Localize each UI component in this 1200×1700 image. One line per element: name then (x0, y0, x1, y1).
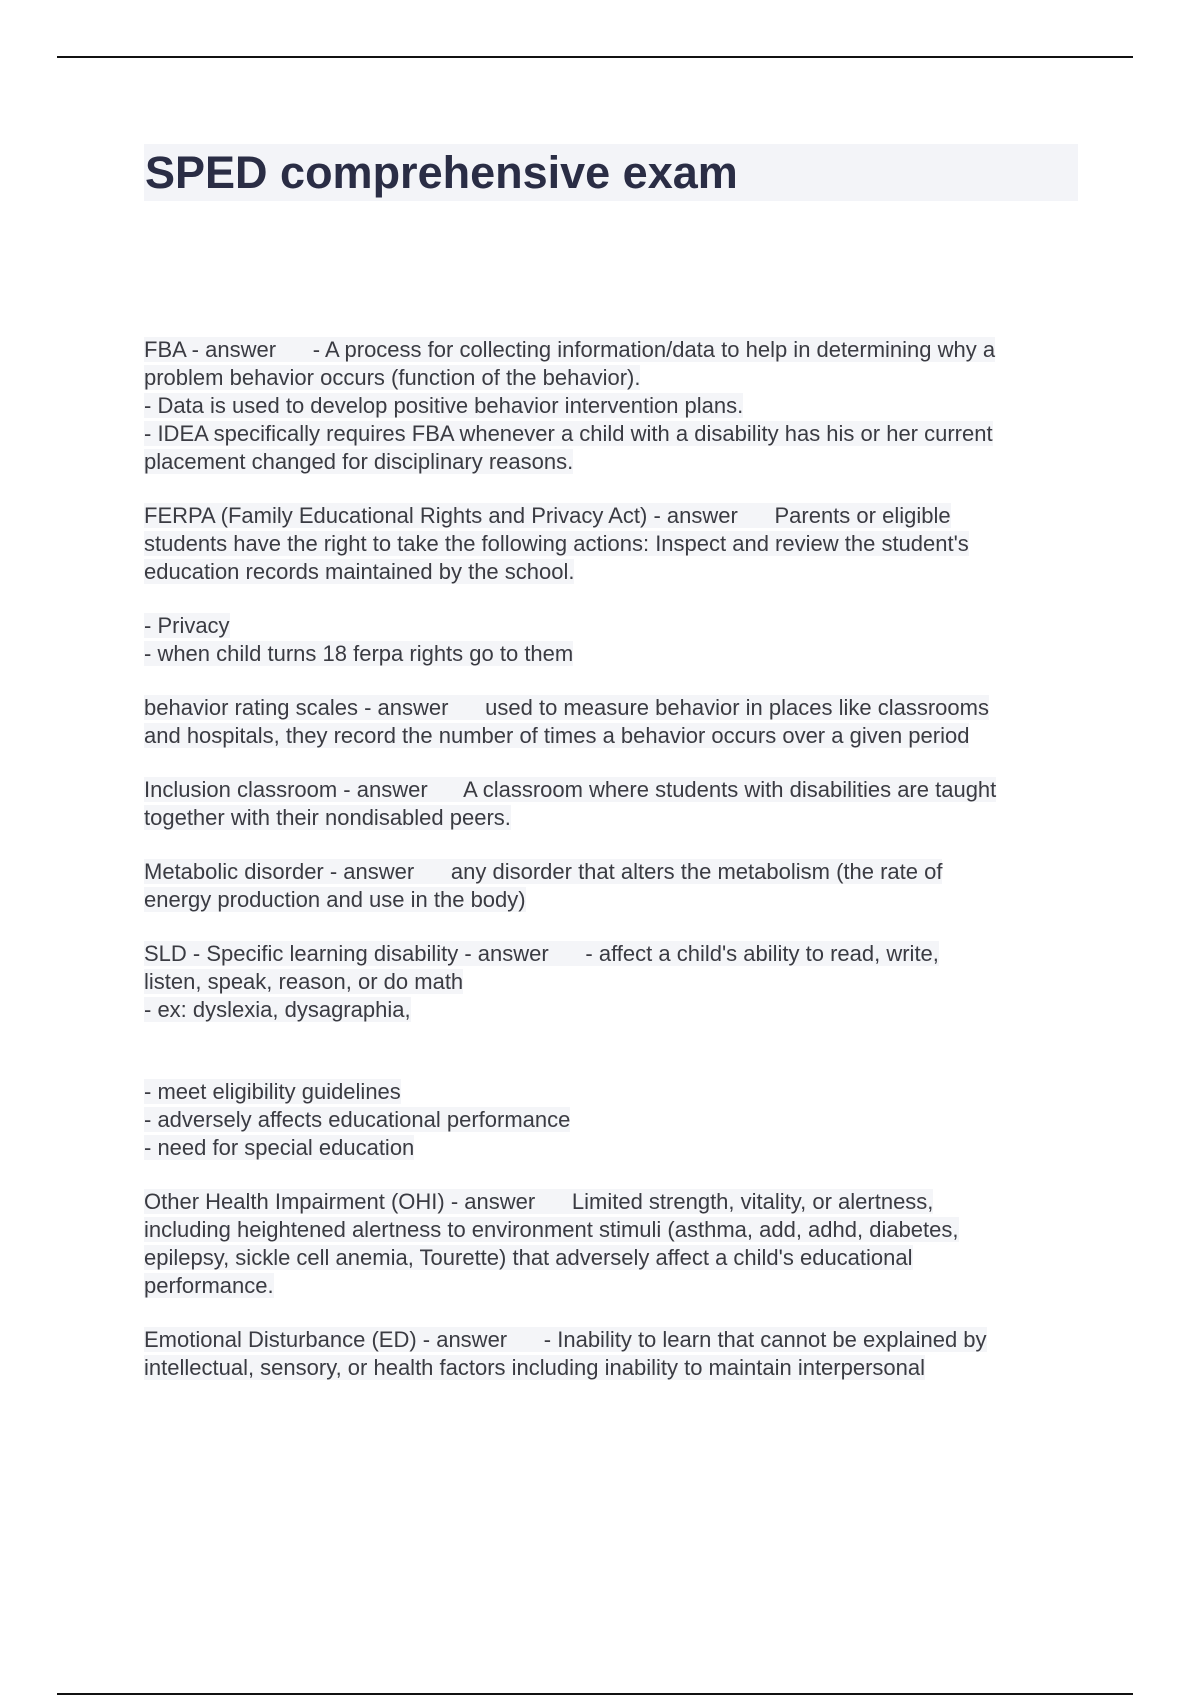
spacer (144, 832, 1084, 858)
entry-line: FERPA (Family Educational Rights and Privacy Act) - answer Parents or eligible (144, 503, 951, 528)
entry-line: together with their nondisabled peers. (144, 805, 511, 830)
spacer (144, 914, 1084, 940)
page-title: SPED comprehensive exam (145, 147, 738, 198)
entry-line: education records maintained by the school. (144, 559, 575, 584)
spacer (144, 1162, 1084, 1188)
entry-behavior-rating-scales (144, 694, 1084, 750)
entry-line: - Privacy (144, 613, 230, 638)
entry-line: Metabolic disorder - answer any disorder that alters the metabolism (the rate of (144, 859, 943, 884)
entry-line: placement changed for disciplinary reasons. (144, 449, 574, 474)
entry-line: intellectual, sensory, or health factors including inability to maintain interpersonal (144, 1355, 926, 1380)
spacer (144, 586, 1084, 612)
bottom-rule (57, 1693, 1133, 1695)
spacer (144, 750, 1084, 776)
entry-line: - Data is used to develop positive behavior intervention plans. (144, 393, 744, 418)
entry-line: - IDEA specifically requires FBA whenever a child with a disability has his or her current (144, 421, 993, 446)
entry-line: - meet eligibility guidelines (144, 1079, 401, 1104)
entry-line: - adversely affects educational performance (144, 1107, 571, 1132)
entry-line: performance. (144, 1273, 274, 1298)
spacer (144, 1300, 1084, 1326)
entry-line: students have the right to take the following actions: Inspect and review the student's (144, 531, 969, 556)
entry-inclusion-classroom (144, 776, 1084, 832)
entry-line: Emotional Disturbance (ED) - answer - Inability to learn that cannot be explained by (144, 1327, 987, 1352)
entry-line: energy production and use in the body) (144, 887, 526, 912)
entry-line: FBA - answer - A process for collecting information/data to help in determining why a (144, 337, 996, 362)
entry-sld (144, 940, 1084, 1162)
spacer (144, 668, 1084, 694)
entry-line: including heightened alertness to environment stimuli (asthma, add, adhd, diabetes, (144, 1217, 959, 1242)
entry-line: problem behavior occurs (function of the behavior). (144, 365, 641, 390)
entry-line: - need for special education (144, 1135, 415, 1160)
spacer (144, 476, 1084, 502)
entry-line: and hospitals, they record the number of times a behavior occurs over a given period (144, 723, 970, 748)
entry-line: SLD - Specific learning disability - answer - affect a child's ability to read, write, (144, 941, 939, 966)
entry-line: - ex: dyslexia, dysagraphia, (144, 997, 411, 1022)
entry-ferpa (144, 502, 1084, 668)
entry-line: Inclusion classroom - answer A classroom where students with disabilities are taught (144, 777, 997, 802)
flashcard-list (144, 336, 1084, 1382)
entry-emotional-disturbance (144, 1326, 1084, 1382)
entry-line: Other Health Impairment (OHI) - answer Limited strength, vitality, or alertness, (144, 1189, 934, 1214)
entry-line: epilepsy, sickle cell anemia, Tourette) that adversely affect a child's educational (144, 1245, 913, 1270)
entry-line: - when child turns 18 ferpa rights go to them (144, 641, 574, 666)
entry-metabolic-disorder (144, 858, 1084, 914)
top-rule (57, 56, 1133, 58)
spacer (144, 1024, 1084, 1078)
entry-line: listen, speak, reason, or do math (144, 969, 464, 994)
entry-fba (144, 336, 1084, 476)
entry-ohi (144, 1188, 1084, 1300)
entry-line: behavior rating scales - answer used to measure behavior in places like classrooms (144, 695, 989, 720)
